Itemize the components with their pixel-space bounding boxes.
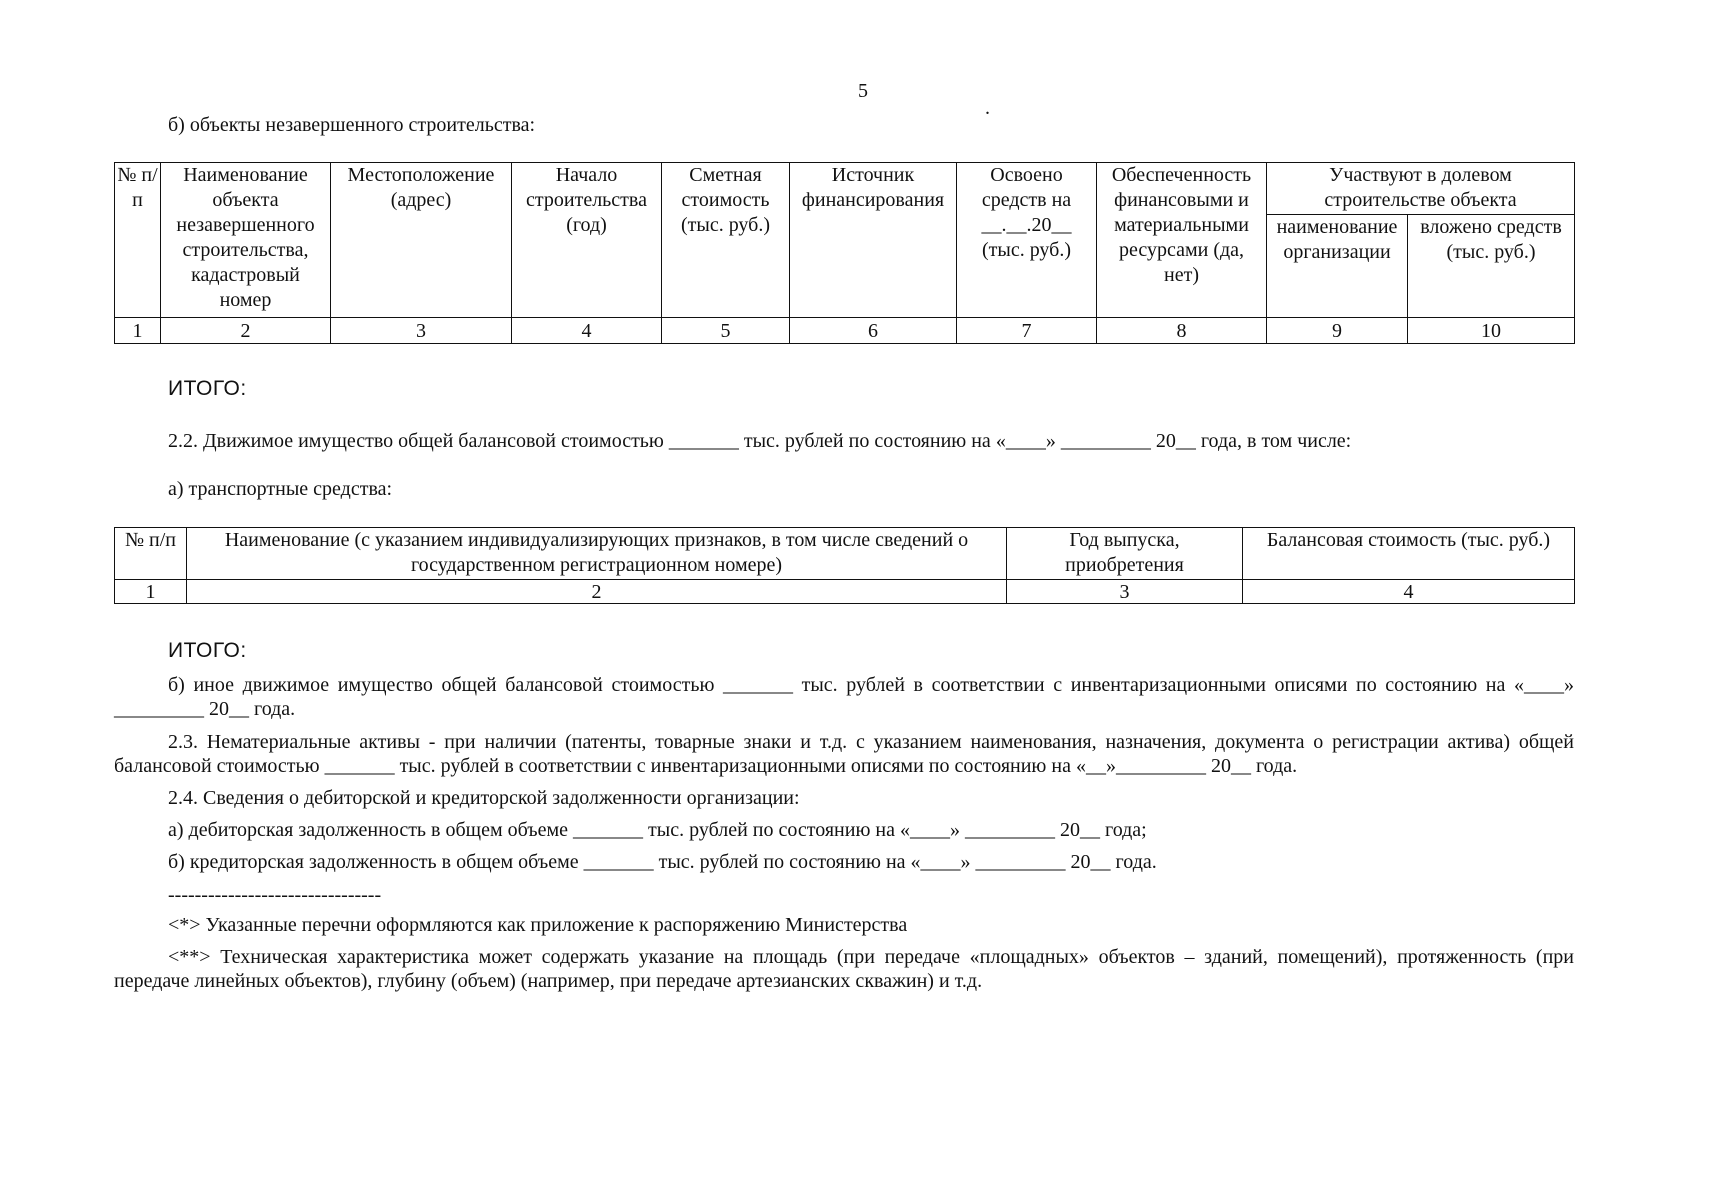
footnote-1: <*> Указанные перечни оформляются как приложение к распоряжению Министерства	[168, 914, 908, 936]
total-label-2: ИТОГО:	[168, 639, 247, 662]
column-number-cell: 6	[790, 318, 957, 344]
paragraph-2-3: 2.3. Нематериальные активы - при наличии (патенты, товарные знаки и т.д. с указанием наименования, назначения, документа о регистрации актива) общей балансовой стоимостью _______ тыс. рублей в соответствии с инвентаризационными описями по состоянию на «__»_________ 20__ года.	[114, 731, 1574, 777]
column-number-cell: 1	[115, 580, 187, 604]
header-location: Местоположение (адрес)	[331, 163, 512, 318]
column-number-cell: 4	[1243, 580, 1575, 604]
header-organization-name: наименование организации	[1267, 215, 1408, 318]
column-number-cell: 2	[187, 580, 1007, 604]
vehicles-table	[114, 527, 1575, 604]
column-number-cell: 1	[115, 318, 161, 344]
column-number-cell: 7	[957, 318, 1097, 344]
column-number-cell: 9	[1267, 318, 1408, 344]
section-a-heading: а) транспортные средства:	[168, 478, 393, 500]
paragraph-other-movable: б) иное движимое имущество общей балансовой стоимостью _______ тыс. рублей в соответствии с инвентаризационными описями по состоянию на «____» _________ 20__ года.	[114, 674, 1574, 720]
header-resource-provision: Обеспеченность финансовыми и материальными ресурсами (да, нет)	[1097, 163, 1267, 318]
column-number-cell: 5	[662, 318, 790, 344]
column-number-cell: 8	[1097, 318, 1267, 344]
total-label-1: ИТОГО:	[168, 377, 247, 400]
header-shared-construction: Участвуют в долевом строительстве объекта	[1267, 163, 1575, 215]
column-number-cell: 3	[1007, 580, 1243, 604]
header-estimated-cost: Сметная стоимость (тыс. руб.)	[662, 163, 790, 318]
section-b-heading: б) объекты незавершенного строительства:	[168, 114, 536, 136]
header-number: № п/п	[115, 528, 187, 580]
header-object-name: Наименование объекта незавершенного строительства, кадастровый номер	[161, 163, 331, 318]
header-year: Год выпуска, приобретения	[1007, 528, 1243, 580]
column-number-cell: 10	[1408, 318, 1575, 344]
header-invested-funds: вложено средств (тыс. руб.)	[1408, 215, 1575, 318]
footnote-2: <**> Техническая характеристика может содержать указание на площадь (при передаче «площадных» объектов – зданий, помещений), протяженность (при передаче линейных объектов), глубину (объем) (например, при передаче артезианских скважин) и т.д.	[114, 946, 1574, 992]
column-number-cell: 2	[161, 318, 331, 344]
unfinished-construction-table	[114, 162, 1575, 344]
header-spent-funds: Освоено средств на __.__.20__ (тыс. руб.)	[957, 163, 1097, 318]
header-number: № п/п	[115, 163, 161, 318]
header-funding-source: Источник финансирования	[790, 163, 957, 318]
page-number: 5	[858, 80, 868, 102]
header-balance-value: Балансовая стоимость (тыс. руб.)	[1243, 528, 1575, 580]
stray-dot: .	[985, 97, 990, 119]
header-start-year: Начало строительства (год)	[512, 163, 662, 318]
paragraph-2-4: 2.4. Сведения о дебиторской и кредиторской задолженности организации:	[168, 787, 800, 809]
column-number-cell: 3	[331, 318, 512, 344]
paragraph-receivables: а) дебиторская задолженность в общем объеме _______ тыс. рублей по состоянию на «____» _________ 20__ года;	[168, 819, 1147, 841]
footnote-separator: --------------------------------	[168, 884, 382, 906]
paragraph-payables: б) кредиторская задолженность в общем объеме _______ тыс. рублей по состоянию на «____» _________ 20__ года.	[168, 851, 1157, 873]
column-number-cell: 4	[512, 318, 662, 344]
header-vehicle-name: Наименование (с указанием индивидуализирующих признаков, в том числе сведений о государственном регистрационном номере)	[187, 528, 1007, 580]
paragraph-2-2: 2.2. Движимое имущество общей балансовой стоимостью _______ тыс. рублей по состоянию на «____» _________ 20__ года, в том числе:	[168, 430, 1352, 452]
